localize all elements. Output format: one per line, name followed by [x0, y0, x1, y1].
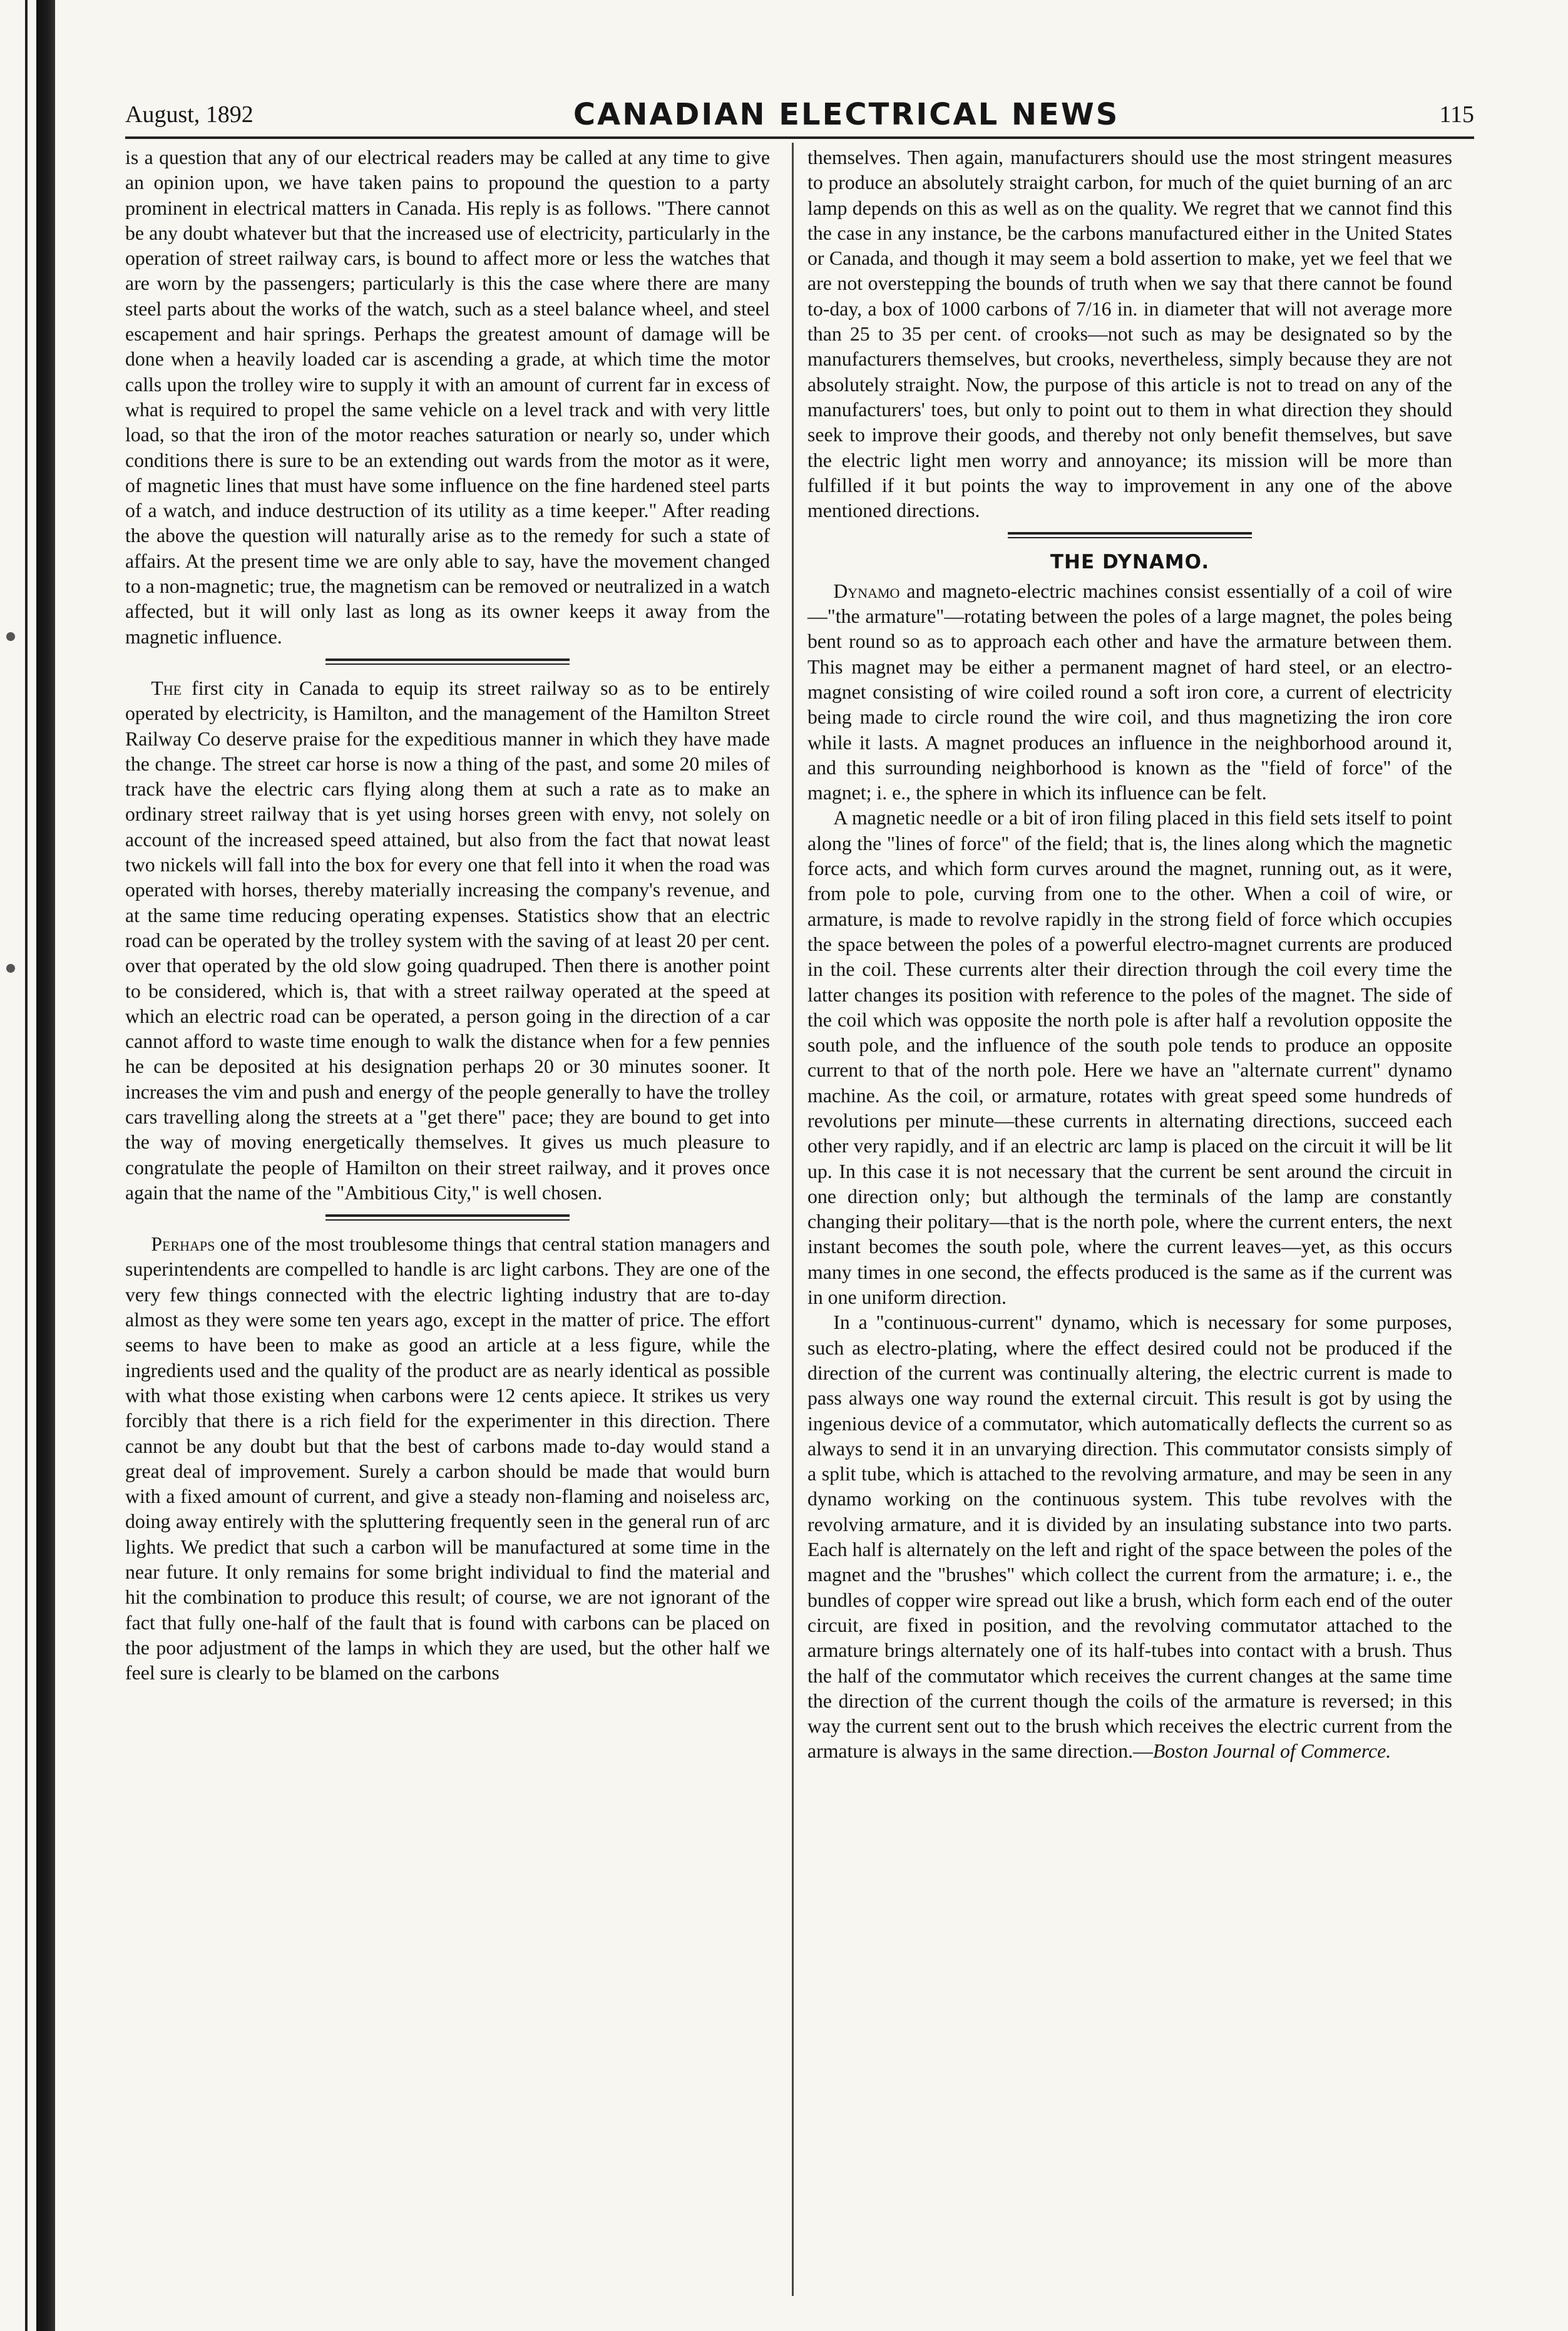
paragraph-text: one of the most troublesome things that central station managers and superintendents are compelled to handle is arc light carbons. They are one of the very few things connected with the electric lighting industry that are to-day almost as they were some ten years ago, except in the matter of price. The effort seems to have been to make as good an article at a less figure, while the ingredients used and the quality of the product are as nearly identical as possible with what those existing when carbons were 12 cents apiece. It strikes us very forcibly that there is a rich field for the experimenter in this direction. There cannot be any doubt but that the best of carbons made to-day would stand a great deal of improvement. Surely a carbon should be made that would burn with a fixed amount of current, and give a steady non-flaming and noiseless arc, doing away entirely with the spluttering frequently seen in the general run of arc lights. We predict that such a carbon will be manufactured at some time in the near future. It only remains for some bright individual to find the material and hit the combination to produce this result; of course, we are not ignorant of the fact that fully one-half of the fault that is found with carbons can be placed on the poor adjustment of the lamps in which they are used, but the other half we feel sure is clearly to be blamed on the carbons — [125, 1233, 770, 1684]
binding-shadow — [36, 0, 55, 2331]
header-rule — [125, 136, 1474, 139]
dynamo-paragraph-3 — [807, 1310, 1452, 1764]
margin-mark — [6, 632, 15, 641]
section-separator — [325, 658, 570, 665]
paragraph-text: first city in Canada to equip its street railway so as to be entirely operated by electricity, is Hamilton, and the management of the Hamilton Street Railway Co deserve praise for the expeditious manner in which they have made the change. The street car horse is now a thing of the past, and some 20 miles of track have the electric cars flying along them at such a rate as to make an ordinary street railway that is yet using horses green with envy, not solely on account of the increased speed attained, but also from the fact that nowat least two nickels will fall into the box for every one that fell into it when the road was operated with horses, thereby materially increasing the company's revenue, and at the same time reducing operating expenses. Statistics show that an electric road can be operated by the trolley system with the saving of at least 20 per cent. over that operated by the old slow going quadruped. Then there is another point to be considered, which is, that with a street railway operated at the speed at which an electric road can be operated, a person going in the direction of a car cannot afford to waste time enough to walk the distance when for a few pennies he can be deposited at his designation perhaps 20 or 30 minutes sooner. It increases the vim and push and energy of the people generally to have the trolley cars travelling along the streets at a "get there" pace; they are bound to get into the way of moving energetically themselves. It gives us much pleasure to congratulate the people of Hamilton on their street railway, and it proves once again that the name of the "Ambitious City," is well chosen. — [125, 677, 770, 1204]
dynamo-section-title: THE DYNAMO. — [1050, 551, 1210, 574]
paragraph-text: In a "continuous-current" dynamo, which is necessary for some purposes, such as electro-plating, where the effect desired could not be produced if the direction of the current was continually altering, the electric current is made to pass always one way round the external circuit. This result is got by using the ingenious device of a commutator, which automatically deflects the current so as always to send it in an unvarying direction. This commutator consists simply of a split tube, which is attached to the revolving armature, and may be seen in any dynamo working on the continuous system. This tube revolves with the revolving armature, and it is divided by an insulating substance into two parts. Each half is alternately on the left and right of the space between the poles of the magnet and the "brushes" which collect the current from the armature; i. e., the bundles of copper wire spread out like a brush, which form each end of the outer circuit, are fixed in position, and the revolving commutator attached to the armature brings alternately one of its half-tubes into contact with a brush. Thus the half of the commutator which receives the current changes at the same time the direction of the current though the coils of the armature is reversed; in this way the current sent out to the brush which receives the electric current from the armature is always in the same direction.— — [807, 1311, 1452, 1763]
page-number: 115 — [1439, 101, 1474, 128]
section-separator — [1008, 532, 1252, 538]
column-divider — [792, 143, 794, 2296]
lead-word: Perhaps — [151, 1233, 215, 1256]
source-credit: Boston Journal of Commerce. — [1152, 1740, 1391, 1763]
carbons-continued-paragraph: themselves. Then again, manufacturers should use the most stringent measures to produce an absolutely straight carbon, for much of the quiet burning of an arc lamp depends on this as well as on the quality. We regret that we cannot find this the case in any instance, be the carbons manufactured either in the United States or Canada, and though it may seem a bold assertion to make, yet we feel that we are not overstepping the bounds of truth when we say that there cannot be found to-day, a box of 1000 carbons of 7/16 in. in diameter that will not average more than 25 to 35 per cent. of crooks—not such as may be designated so by the manufacturers themselves, but crooks, nevertheless, simply because they are not absolutely straight. Now, the purpose of this article is not to tread on any of the manufacturers' toes, but only to point out to them in what direction they should seek to improve their goods, and thereby not only benefit themselves, but save the electric light men worry and annoyance; its mission will be more than fulfilled if it but points the way to improvement in any one of the above mentioned directions. — [807, 146, 1452, 522]
page-header — [125, 93, 1474, 136]
margin-mark — [6, 964, 15, 973]
section-separator — [325, 1214, 570, 1221]
lead-word: The — [151, 677, 182, 699]
lead-word: Dynamo — [833, 580, 900, 602]
right-column — [807, 145, 1452, 1765]
hamilton-railway-paragraph — [125, 676, 770, 1206]
dynamo-paragraph-2: A magnetic needle or a bit of iron filing placed in this field sets itself to point along the "lines of force" of the field; that is, the lines along which the magnetic force acts, and which form curves around the magnet, running out, as it were, from pole to pole, curving from one to the other. When a coil of wire, or armature, is made to revolve rapidly in the strong field of force which occupies the space between the poles of a powerful electro-magnet currents are produced in the coil. These currents alter their direction through the coil every time the latter changes its position with reference to the poles of the magnet. The side of the coil which was opposite the north pole is after half a revolution opposite the south pole, and the influence of the south pole tends to produce an opposite current to that of the north pole. Here we have an "alternate current" dynamo machine. As the coil, or armature, rotates with great speed some hundreds of revolutions per minute—these currents in alternating directions, succeed each other very rapidly, and if an electric arc lamp is placed on the circuit it will be lit up. In this case it is not necessary that the current be sent around the circuit in one direction only; but although the terminals of the lamp are constantly changing their politary—that is the north pole, where the current enters, the next instant becomes the south pole, where the current leaves—yet, as this occurs many times in one second, the effects produced is the same as if the current was in one uniform direction. — [807, 807, 1452, 1309]
paragraph-text: and magneto-electric machines consist essentially of a coil of wire—"the armature"—rotating between the poles of a large magnet, the poles being bent round so as to approach each other and have the armature between them. This magnet may be either a permanent magnet of hard steel, or an electro-magnet consisting of wire coiled round a soft iron core, a current of electricity being made to circle round the wire coil, and thus magnetizing the iron core while it lasts. A magnet produces an influence in the neighborhood around it, and this surrounding neighborhood is known as the "field of force" of the magnet; i. e., the sphere in which its influence can be felt. — [807, 580, 1452, 804]
issue-date: August, 1892 — [125, 101, 254, 128]
arc-carbons-paragraph — [125, 1232, 770, 1686]
left-column — [125, 145, 770, 1686]
binding-edge-line — [25, 0, 28, 2331]
watch-magnetism-paragraph: is a question that any of our electrical readers may be called at any time to give an opinion upon, we have taken pains to propound the question to a party prominent in electrical matters in Canada. His reply is as follows. "There cannot be any doubt whatever but that the increased use of electricity, particularly in the operation of street railway cars, is bound to affect more or less the watches that are worn by the passengers; particularly is this the case where there are many steel parts about the works of the watch, such as a steel balance wheel, and steel escapement and hair springs. Perhaps the greatest amount of damage will be done when a heavily loaded car is ascending a grade, at which time the motor calls upon the trolley wire to supply it with an amount of current far in excess of what is required to propel the same vehicle on a level track and with very little load, so that the iron of the motor reaches saturation or nearly so, under which conditions there is sure to be an extending out wards from the motor as it were, of magnetic lines that must have some influence on the fine hardened steel parts of a watch, and induce destruction of its utility as a time keeper." After reading the above the question will naturally arise as to the remedy for such a state of affairs. At the present time we are only able to say, have the movement changed to a non-magnetic; true, the magnetism can be removed or neutralized in a watch affected, but it will only last as long as its owner keeps it away from the magnetic influence. — [125, 146, 770, 648]
dynamo-paragraph-1 — [807, 579, 1452, 806]
masthead-title: CANADIAN ELECTRICAL NEWS — [573, 97, 1120, 132]
